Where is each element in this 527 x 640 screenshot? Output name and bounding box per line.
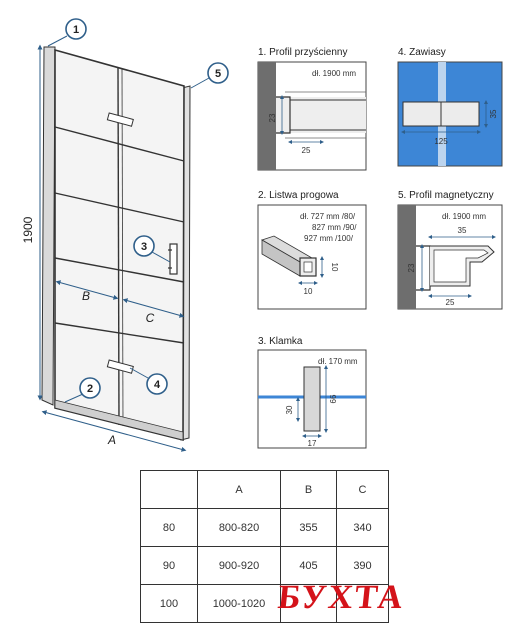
svg-text:23: 23 xyxy=(268,113,277,123)
detail-magnetic-title: 5. Profil magnetyczny xyxy=(398,190,494,201)
table-header-row xyxy=(141,471,389,509)
height-dimension xyxy=(21,47,40,398)
detail-hinges-title: 4. Zawiasy xyxy=(398,47,446,58)
svg-text:10: 10 xyxy=(330,262,339,272)
svg-text:dł. 170 mm: dł. 170 mm xyxy=(318,357,358,366)
svg-text:30: 30 xyxy=(285,405,294,415)
table-header-cell xyxy=(141,471,198,509)
svg-text:66: 66 xyxy=(329,394,338,404)
svg-text:25: 25 xyxy=(445,298,455,307)
height-label: 1900 xyxy=(21,216,35,244)
table-cell: 800-820 xyxy=(198,509,281,547)
svg-text:23: 23 xyxy=(407,263,416,273)
table-cell: 355 xyxy=(281,509,337,547)
detail-wall-profile-title: 1. Profil przyścienny xyxy=(258,47,348,58)
svg-text:3: 3 xyxy=(140,241,148,253)
left-leaf-label: B xyxy=(81,289,91,303)
right-leaf-label: C xyxy=(145,311,155,325)
door-drawing xyxy=(42,47,190,440)
detail-threshold xyxy=(258,190,366,309)
table-cell: 390 xyxy=(337,547,389,585)
callout-5 xyxy=(191,63,228,88)
table-header-cell: A xyxy=(198,471,281,509)
table-cell: 90 xyxy=(141,547,198,585)
table-header-cell: B xyxy=(281,471,337,509)
svg-text:4: 4 xyxy=(153,379,161,391)
svg-text:827 mm /90/: 827 mm /90/ xyxy=(312,223,357,232)
table-cell: 900-920 xyxy=(198,547,281,585)
detail-threshold-title: 2. Listwa progowa xyxy=(258,190,339,201)
detail-hinges xyxy=(398,47,502,166)
table-row xyxy=(141,509,389,547)
brand-logo: БУХТА xyxy=(276,579,407,616)
svg-text:dł. 1900 mm: dł. 1900 mm xyxy=(312,69,357,78)
table-cell: 1000-1020 xyxy=(198,585,281,623)
detail-magnetic-profile xyxy=(398,190,502,309)
svg-text:dł. 1900 mm: dł. 1900 mm xyxy=(442,212,487,221)
svg-text:125: 125 xyxy=(434,137,448,146)
svg-text:927 mm /100/: 927 mm /100/ xyxy=(304,234,353,243)
svg-text:5: 5 xyxy=(214,68,222,80)
svg-text:25: 25 xyxy=(301,146,311,155)
width-label: A xyxy=(107,433,117,447)
detail-wall-profile xyxy=(258,47,366,170)
svg-text:2: 2 xyxy=(86,383,94,395)
table-header-cell: C xyxy=(337,471,389,509)
table-cell: 80 xyxy=(141,509,198,547)
svg-text:35: 35 xyxy=(489,109,498,119)
svg-text:dł. 727 mm /80/: dł. 727 mm /80/ xyxy=(300,212,356,221)
table-cell: 100 xyxy=(141,585,198,623)
table-cell: 405 xyxy=(281,547,337,585)
callout-1 xyxy=(48,19,86,46)
detail-handle xyxy=(258,336,366,448)
svg-text:17: 17 xyxy=(307,439,317,448)
svg-text:1: 1 xyxy=(72,24,80,36)
detail-handle-title: 3. Klamka xyxy=(258,336,303,347)
svg-text:35: 35 xyxy=(457,226,467,235)
svg-text:10: 10 xyxy=(303,287,313,296)
wall-profile-left xyxy=(42,47,55,405)
table-cell: 340 xyxy=(337,509,389,547)
